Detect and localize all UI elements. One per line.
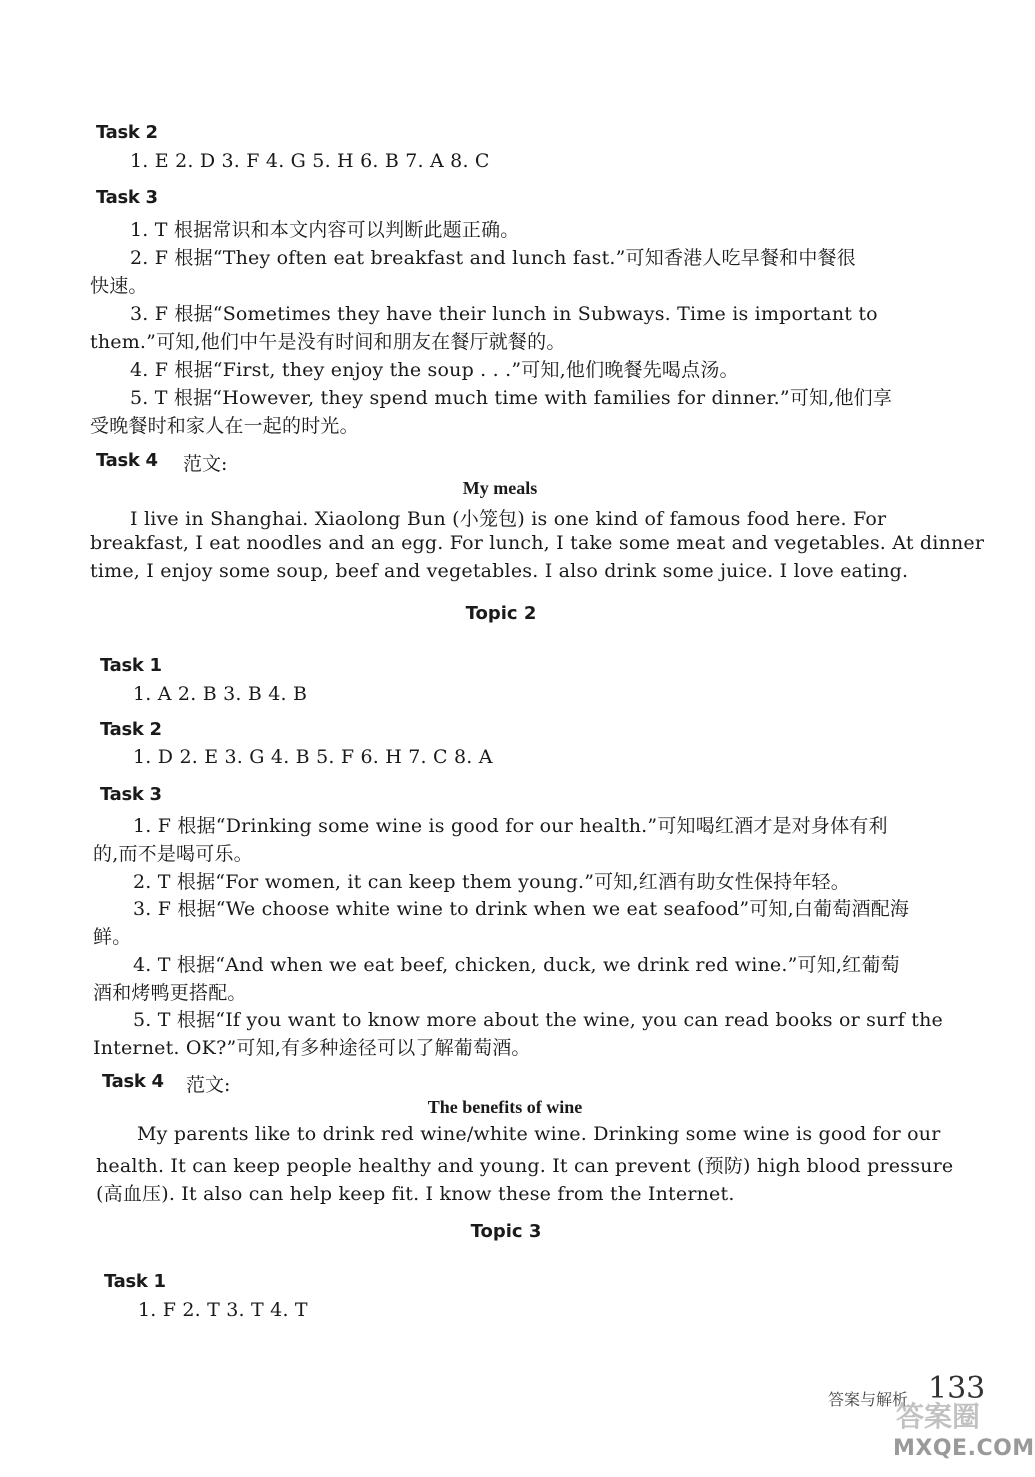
answer-line: 1. E 2. D 3. F 4. G 5. H 6. B 7. A 8. C	[130, 150, 490, 172]
explanation-line: 鲜。	[93, 926, 132, 948]
explanation-line: them.”可知,他们中午是没有时间和朋友在餐厅就餐的。	[90, 331, 566, 353]
explanation-line: 4. T 根据“And when we eat beef, chicken, duck, we drink red wine.”可知,红葡萄	[133, 954, 900, 976]
sample-essay-label: 范文:	[186, 1074, 231, 1096]
explanation-line: 1. F 根据“Drinking some wine is good for our health.”可知喝红酒才是对身体有利	[133, 815, 888, 837]
essay-line: (高血压). It also can help keep fit. I know these from the Internet.	[96, 1183, 735, 1205]
explanation-line: 4. F 根据“First, they enjoy the soup . . .”可知,他们晚餐先喝点汤。	[130, 359, 739, 381]
topic-heading: Topic 2	[465, 603, 537, 624]
essay-title: The benefits of wine	[427, 1097, 583, 1117]
explanation-line: 快速。	[90, 275, 148, 297]
answer-line: 1. A 2. B 3. B 4. B	[133, 683, 308, 705]
answer-line: 1. F 2. T 3. T 4. T	[138, 1299, 308, 1321]
answer-line: 1. D 2. E 3. G 4. B 5. F 6. H 7. C 8. A	[133, 746, 493, 768]
task-heading: Task 2	[96, 122, 158, 143]
explanation-line: 3. F 根据“Sometimes they have their lunch in Subways. Time is important to	[130, 303, 878, 325]
task-heading: Task 1	[100, 655, 162, 676]
explanation-line: 5. T 根据“However, they spend much time with families for dinner.”可知,他们享	[130, 387, 893, 409]
explanation-line: 2. T 根据“For women, it can keep them young.”可知,红酒有助女性保持年轻。	[133, 871, 850, 893]
task-heading: Task 2	[100, 719, 162, 740]
task-heading: Task 3	[100, 784, 162, 805]
essay-line: My parents like to drink red wine/white wine. Drinking some wine is good for our	[137, 1123, 941, 1145]
explanation-line: 5. T 根据“If you want to know more about the wine, you can read books or surf the	[133, 1009, 943, 1031]
explanation-line: 受晚餐时和家人在一起的时光。	[90, 415, 359, 437]
task-heading: Task 1	[104, 1271, 166, 1292]
watermark-logo: 答案圈	[896, 1400, 981, 1433]
essay-line: time, I enjoy some soup, beef and vegetables. I also drink some juice. I love eating.	[90, 560, 909, 582]
footer-label: 答案与解析	[828, 1390, 909, 1409]
essay-line: I live in Shanghai. Xiaolong Bun (小笼包) is one kind of famous food here. For	[130, 508, 887, 530]
essay-title: My meals	[462, 478, 538, 498]
sample-essay-label: 范文:	[183, 453, 228, 475]
explanation-line: 的,而不是喝可乐。	[93, 843, 253, 865]
topic-heading: Topic 3	[470, 1221, 542, 1242]
watermark-text: MXQE.COM	[893, 1436, 1035, 1461]
page-number: 133	[928, 1371, 986, 1406]
explanation-line: 1. T 根据常识和本文内容可以判断此题正确。	[130, 219, 520, 241]
essay-line: health. It can keep people healthy and young. It can prevent (预防) high blood pressure	[96, 1155, 954, 1177]
task-heading: Task 4	[102, 1071, 164, 1092]
explanation-line: 2. F 根据“They often eat breakfast and lunch fast.”可知香港人吃早餐和中餐很	[130, 247, 856, 269]
task-heading: Task 4	[96, 450, 158, 471]
essay-line: breakfast, I eat noodles and an egg. For lunch, I take some meat and vegetables. At dinner	[90, 532, 985, 554]
explanation-line: 酒和烤鸭更搭配。	[93, 982, 247, 1004]
explanation-line: Internet. OK?”可知,有多种途径可以了解葡萄酒。	[93, 1037, 531, 1059]
explanation-line: 3. F 根据“We choose white wine to drink when we eat seafood”可知,白葡萄酒配海	[133, 898, 910, 920]
task-heading: Task 3	[96, 187, 158, 208]
